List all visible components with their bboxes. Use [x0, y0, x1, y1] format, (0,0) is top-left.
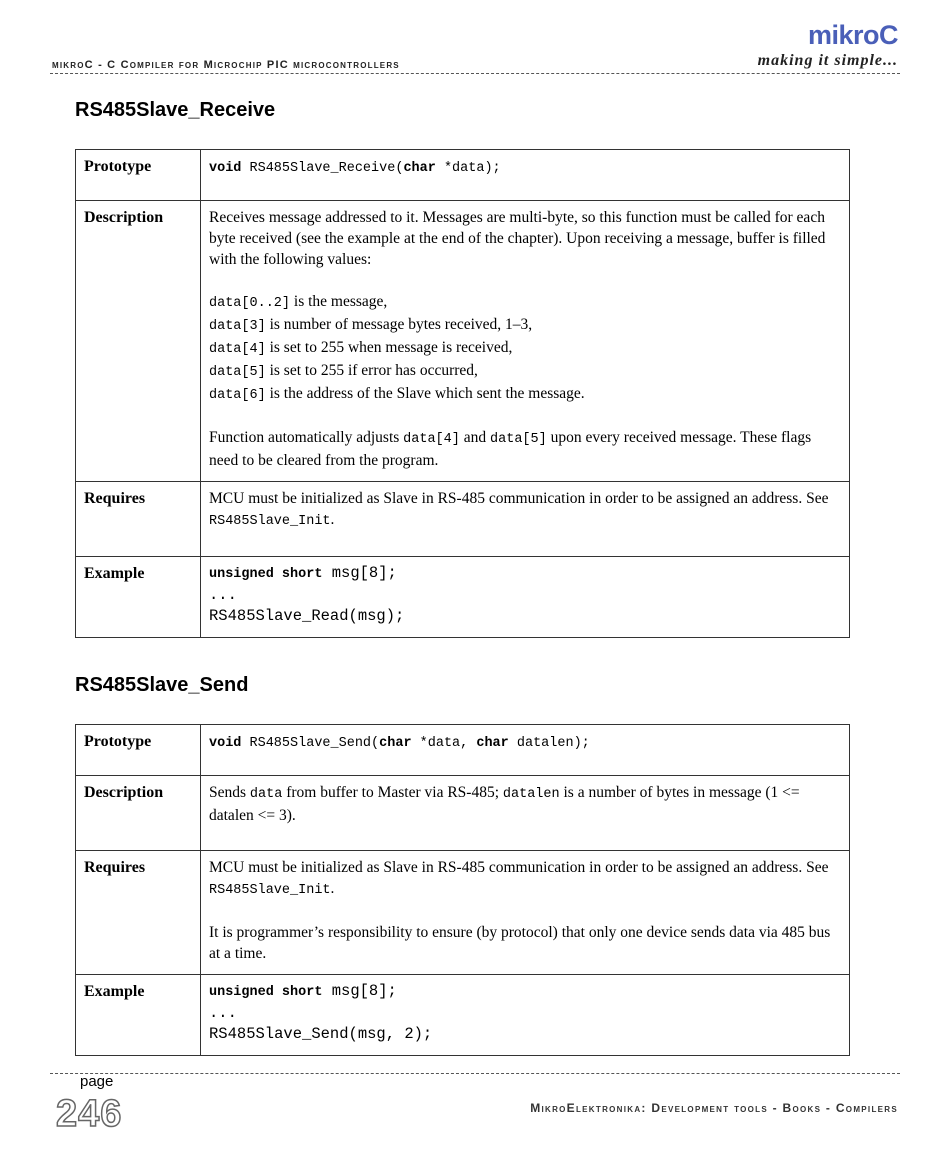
requires-code: RS485Slave_Init: [209, 514, 331, 529]
function-name: RS485Slave_Send(: [241, 736, 380, 751]
description-text: is a number of bytes in message (1 <= datalen <= 3).: [209, 784, 800, 824]
description-code: data: [249, 787, 283, 802]
requires-end: .: [330, 511, 335, 528]
requires-label: Requires: [76, 482, 201, 557]
header-title: mikroC - C Compiler for Microchip PIC microcontrollers: [52, 59, 400, 71]
params: datalen);: [508, 736, 590, 751]
example-label: Example: [76, 975, 201, 1056]
description-text: Receives message addressed to it. Messages are multi-byte, so this function must be called for each byte received (see the example at the end of the chapter). Upon receiving a message, buffer is filled with the following values:: [209, 209, 826, 268]
note-code: data[5]: [490, 432, 547, 447]
requires-end: .: [330, 880, 335, 897]
description-text: Sends: [209, 784, 250, 801]
footer-text: MikroElektronika: Development tools - Books - Compilers: [530, 1101, 898, 1115]
keyword: unsigned short: [209, 567, 323, 582]
section-title-send: RS485Slave_Send: [75, 674, 249, 696]
list-item: [209, 291, 841, 314]
example-code: [201, 975, 850, 1056]
item-code: data[5]: [209, 365, 266, 380]
example-code: [201, 557, 850, 638]
description-note: [209, 427, 841, 471]
item-code: data[6]: [209, 388, 266, 403]
requires-row: [76, 851, 850, 975]
requires-code: RS485Slave_Init: [209, 883, 331, 898]
prototype-row: [76, 725, 850, 776]
section-title-receive: RS485Slave_Receive: [75, 99, 276, 121]
list-item: [209, 383, 841, 406]
keyword: char: [379, 736, 412, 751]
description-text: from buffer to Master via RS-485;: [282, 784, 503, 801]
description-label: Description: [76, 776, 201, 851]
prototype-label: Prototype: [76, 150, 201, 201]
footer-divider: [50, 1073, 900, 1074]
prototype-value: [201, 150, 850, 201]
mikroc-logo: mikroC: [807, 20, 898, 50]
item-code: data[0..2]: [209, 296, 291, 311]
list-item: [209, 360, 841, 383]
requires-value: [201, 482, 850, 557]
requires-row: [76, 482, 850, 557]
code-line: msg[8];: [322, 564, 397, 582]
params: *data);: [435, 161, 501, 176]
code-line: ...: [209, 586, 237, 604]
item-text: is the message,: [290, 293, 388, 310]
description-row: [76, 201, 850, 482]
page-label: page: [80, 1073, 114, 1090]
code-line: RS485Slave_Send(msg, 2);: [209, 1025, 433, 1043]
code-line: msg[8];: [322, 982, 397, 1000]
header-divider: [50, 73, 900, 74]
requires-text: MCU must be initialized as Slave in RS-485 communication in order to be assigned an address. See: [209, 490, 829, 507]
list-item: [209, 337, 841, 360]
tagline: making it simple...: [757, 52, 898, 69]
item-text: is set to 255 if error has occurred,: [265, 362, 478, 379]
prototype-label: Prototype: [76, 725, 201, 776]
keyword: void: [209, 161, 242, 176]
keyword: unsigned short: [209, 985, 323, 1000]
description-value: [201, 201, 850, 482]
note-text: and: [459, 429, 491, 446]
item-text: is number of message bytes received, 1–3,: [265, 316, 533, 333]
description-value: [201, 776, 850, 851]
requires-label: Requires: [76, 851, 201, 975]
description-label: Description: [76, 201, 201, 482]
description-row: [76, 776, 850, 851]
code-line: ...: [209, 1004, 237, 1022]
params: *data,: [411, 736, 477, 751]
item-code: data[3]: [209, 319, 266, 334]
page-number: 246: [56, 1093, 123, 1135]
prototype-value: [201, 725, 850, 776]
item-code: data[4]: [209, 342, 266, 357]
keyword: char: [476, 736, 509, 751]
example-row: [76, 557, 850, 638]
item-text: is the address of the Slave which sent the message.: [265, 385, 585, 402]
list-item: [209, 314, 841, 337]
example-row: [76, 975, 850, 1056]
receive-table: [75, 149, 850, 638]
requires-value: [201, 851, 850, 975]
description-code: datalen: [502, 787, 560, 802]
item-text: is set to 255 when message is received,: [265, 339, 513, 356]
example-label: Example: [76, 557, 201, 638]
send-table: [75, 724, 850, 1056]
code-line: RS485Slave_Read(msg);: [209, 607, 405, 625]
keyword: char: [403, 161, 436, 176]
prototype-row: [76, 150, 850, 201]
requires-text: MCU must be initialized as Slave in RS-485 communication in order to be assigned an address. See: [209, 859, 829, 876]
note-code: data[4]: [403, 432, 460, 447]
requires-note: It is programmer’s responsibility to ensure (by protocol) that only one device sends data via 485 bus at a time.: [209, 924, 831, 962]
keyword: void: [209, 736, 242, 751]
note-text: Function automatically adjusts: [209, 429, 404, 446]
note-text: upon every received message. These flags need to be cleared from the program.: [209, 429, 812, 469]
function-name: RS485Slave_Receive(: [241, 161, 404, 176]
